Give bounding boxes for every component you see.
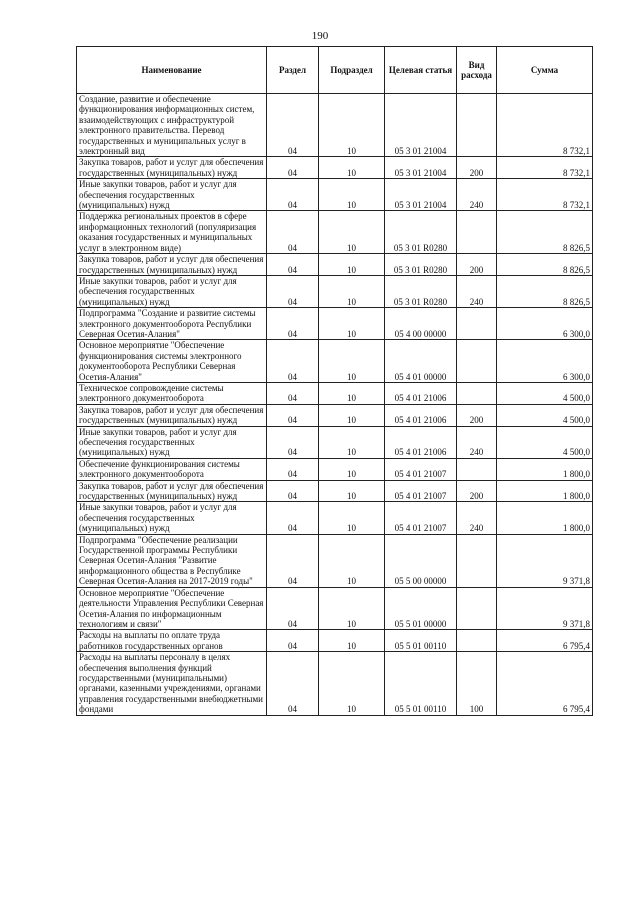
row-sum: 6 795,4 — [497, 630, 593, 652]
row-sum: 9 371,8 — [497, 534, 593, 587]
row-name: Подпрограмма "Обеспечение реализации Государственной программы Республики Северная Осетия-Алания "Развитие информационного общества в Республике Северная Осетия-Алания на 2017-2019 годы" — [77, 534, 267, 587]
row-sum: 8 732,1 — [497, 157, 593, 179]
row-sum: 4 500,0 — [497, 426, 593, 458]
row-expense: 240 — [457, 179, 497, 211]
row-name: Закупка товаров, работ и услуг для обеспечения государственных (муниципальных) нужд — [77, 254, 267, 276]
row-expense — [457, 308, 497, 340]
row-section: 04 — [267, 254, 319, 276]
row-section: 04 — [267, 382, 319, 404]
header-subsection: Подраздел — [319, 47, 385, 94]
row-section: 04 — [267, 211, 319, 254]
header-sum: Сумма — [497, 47, 593, 94]
row-section: 04 — [267, 458, 319, 480]
row-sum: 9 371,8 — [497, 587, 593, 630]
row-section: 04 — [267, 275, 319, 307]
row-name: Иные закупки товаров, работ и услуг для обеспечения государственных (муниципальных) нужд — [77, 502, 267, 534]
row-target: 05 3 01 R0280 — [385, 275, 457, 307]
row-name: Создание, развитие и обеспечение функционирования информационных систем, взаимодействующих с инфраструктурой электронного правительства. Перевод государственных и муниципальных услуг в электронный вид — [77, 94, 267, 157]
table-row — [77, 502, 593, 534]
row-section: 04 — [267, 480, 319, 502]
row-section: 04 — [267, 426, 319, 458]
row-subsection: 10 — [319, 587, 385, 630]
row-subsection: 10 — [319, 426, 385, 458]
table-row — [77, 458, 593, 480]
row-target: 05 3 01 21004 — [385, 157, 457, 179]
row-name: Иные закупки товаров, работ и услуг для обеспечения государственных (муниципальных) нужд — [77, 179, 267, 211]
budget-table — [76, 46, 593, 716]
row-section: 04 — [267, 652, 319, 715]
row-subsection: 10 — [319, 630, 385, 652]
row-name: Расходы на выплаты по оплате труда работников государственных органов — [77, 630, 267, 652]
row-name: Закупка товаров, работ и услуг для обеспечения государственных (муниципальных) нужд — [77, 480, 267, 502]
row-target: 05 5 01 00000 — [385, 587, 457, 630]
row-target: 05 4 01 21007 — [385, 458, 457, 480]
table-header-row — [77, 47, 593, 94]
row-subsection: 10 — [319, 211, 385, 254]
row-name: Подпрограмма "Создание и развитие системы электронного документооборота Республики Северная Осетия-Алания" — [77, 308, 267, 340]
row-subsection: 10 — [319, 275, 385, 307]
page-number: 190 — [311, 30, 329, 42]
row-subsection: 10 — [319, 382, 385, 404]
row-expense: 240 — [457, 275, 497, 307]
row-name: Обеспечение функционирования системы электронного документооборота — [77, 458, 267, 480]
row-subsection: 10 — [319, 480, 385, 502]
row-section: 04 — [267, 340, 319, 383]
row-target: 05 4 01 21007 — [385, 502, 457, 534]
row-expense: 200 — [457, 157, 497, 179]
table-row — [77, 404, 593, 426]
row-expense: 200 — [457, 480, 497, 502]
table-row — [77, 179, 593, 211]
row-section: 04 — [267, 157, 319, 179]
row-subsection: 10 — [319, 458, 385, 480]
row-section: 04 — [267, 179, 319, 211]
row-expense — [457, 534, 497, 587]
row-expense — [457, 340, 497, 383]
row-sum: 6 795,4 — [497, 652, 593, 715]
row-name: Закупка товаров, работ и услуг для обеспечения государственных (муниципальных) нужд — [77, 404, 267, 426]
table-row — [77, 652, 593, 715]
row-target: 05 4 01 21006 — [385, 426, 457, 458]
row-expense — [457, 94, 497, 157]
table-row — [77, 308, 593, 340]
header-target: Целевая статья — [385, 47, 457, 94]
row-sum: 6 300,0 — [497, 340, 593, 383]
row-expense: 240 — [457, 502, 497, 534]
row-sum: 6 300,0 — [497, 308, 593, 340]
row-target: 05 3 01 21004 — [385, 179, 457, 211]
row-expense — [457, 458, 497, 480]
row-sum: 8 826,5 — [497, 254, 593, 276]
row-sum: 8 732,1 — [497, 94, 593, 157]
table-body — [77, 94, 593, 716]
table-row — [77, 254, 593, 276]
row-target: 05 5 01 00110 — [385, 652, 457, 715]
row-expense — [457, 587, 497, 630]
row-sum: 1 800,0 — [497, 502, 593, 534]
row-name: Поддержка региональных проектов в сфере информационных технологий (популяризация оказания государственных и муниципальных услуг в электронном виде) — [77, 211, 267, 254]
row-target: 05 4 01 00000 — [385, 340, 457, 383]
row-sum: 4 500,0 — [497, 404, 593, 426]
row-expense — [457, 382, 497, 404]
table-row — [77, 426, 593, 458]
row-target: 05 3 01 R0280 — [385, 211, 457, 254]
row-subsection: 10 — [319, 340, 385, 383]
row-target: 05 4 01 21006 — [385, 382, 457, 404]
row-name: Основное мероприятие "Обеспечение деятельности Управления Республики Северная Осетия-Алания по информационным технологиям и связи" — [77, 587, 267, 630]
header-name: Наименование — [77, 47, 267, 94]
row-expense: 100 — [457, 652, 497, 715]
table-row — [77, 340, 593, 383]
row-target: 05 3 01 21004 — [385, 94, 457, 157]
row-name: Основное мероприятие "Обеспечение функционирования системы электронного документооборота Республики Северная Осетия-Алания" — [77, 340, 267, 383]
row-name: Иные закупки товаров, работ и услуг для обеспечения государственных (муниципальных) нужд — [77, 275, 267, 307]
row-subsection: 10 — [319, 404, 385, 426]
table-row — [77, 382, 593, 404]
row-target: 05 5 01 00110 — [385, 630, 457, 652]
row-name: Расходы на выплаты персоналу в целях обеспечения выполнения функций государственными (муниципальными) органами, казенными учреждениями, органами управления государственными внебюджетными фондами — [77, 652, 267, 715]
row-subsection: 10 — [319, 254, 385, 276]
row-subsection: 10 — [319, 534, 385, 587]
row-subsection: 10 — [319, 502, 385, 534]
row-section: 04 — [267, 308, 319, 340]
row-sum: 8 732,1 — [497, 179, 593, 211]
row-name: Иные закупки товаров, работ и услуг для обеспечения государственных (муниципальных) нужд — [77, 426, 267, 458]
table-row — [77, 480, 593, 502]
table-row — [77, 587, 593, 630]
table-row — [77, 275, 593, 307]
table-row — [77, 534, 593, 587]
row-target: 05 3 01 R0280 — [385, 254, 457, 276]
row-expense — [457, 630, 497, 652]
table-row — [77, 157, 593, 179]
row-sum: 8 826,5 — [497, 211, 593, 254]
row-subsection: 10 — [319, 652, 385, 715]
table-row — [77, 211, 593, 254]
row-name: Закупка товаров, работ и услуг для обеспечения государственных (муниципальных) нужд — [77, 157, 267, 179]
row-section: 04 — [267, 587, 319, 630]
row-expense: 200 — [457, 254, 497, 276]
row-subsection: 10 — [319, 308, 385, 340]
row-target: 05 4 01 21006 — [385, 404, 457, 426]
row-sum: 1 800,0 — [497, 458, 593, 480]
row-subsection: 10 — [319, 94, 385, 157]
row-target: 05 4 01 21007 — [385, 480, 457, 502]
row-subsection: 10 — [319, 157, 385, 179]
header-expense: Вид расхода — [457, 47, 497, 94]
row-sum: 4 500,0 — [497, 382, 593, 404]
row-expense: 240 — [457, 426, 497, 458]
table-row — [77, 630, 593, 652]
row-target: 05 5 00 00000 — [385, 534, 457, 587]
row-target: 05 4 00 00000 — [385, 308, 457, 340]
row-section: 04 — [267, 534, 319, 587]
row-section: 04 — [267, 404, 319, 426]
row-sum: 1 800,0 — [497, 480, 593, 502]
row-expense — [457, 211, 497, 254]
header-section: Раздел — [267, 47, 319, 94]
row-section: 04 — [267, 502, 319, 534]
row-name: Техническое сопровождение системы электронного документооборота — [77, 382, 267, 404]
table-row — [77, 94, 593, 157]
row-sum: 8 826,5 — [497, 275, 593, 307]
row-section: 04 — [267, 94, 319, 157]
row-subsection: 10 — [319, 179, 385, 211]
row-expense: 200 — [457, 404, 497, 426]
row-section: 04 — [267, 630, 319, 652]
